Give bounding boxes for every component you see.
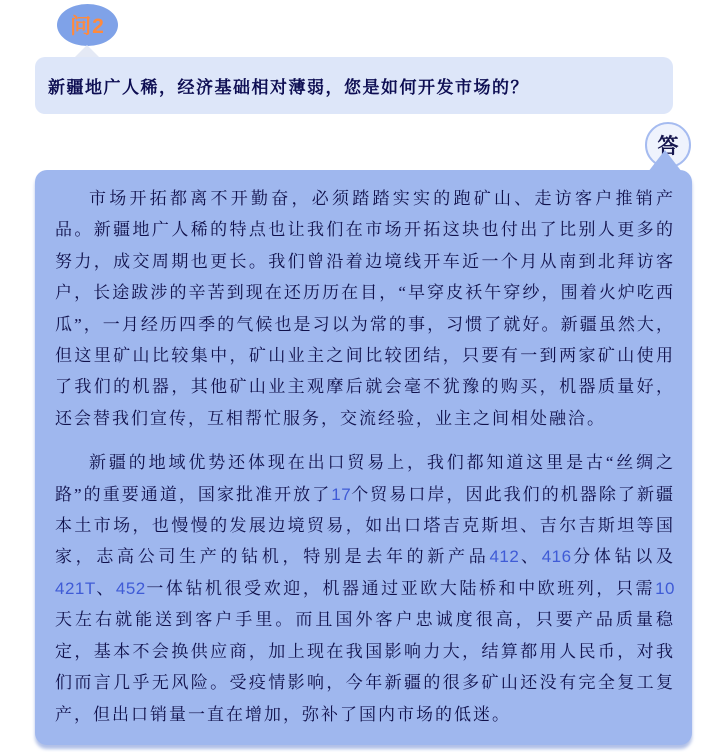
answer-paragraph [55, 183, 675, 434]
answer-text-segment: 天左右就能送到客户手里。而且国外客户忠诚度很高，只要产品质量稳定，基本不会换供应商，加上现在我国影响力大，结算都用人民币，对我们而言几乎无风险。受疫情影响，今年新疆的很多矿山还没有完全复工复产，但出口销量一直在增加，弥补了国内市场的低迷。 [55, 610, 675, 724]
product-number: 17 [331, 484, 352, 504]
answer-paragraphs [55, 183, 675, 730]
answer-text-segment: 市场开拓都离不开勤奋，必须踏踏实实的跑矿山、走访客户推销产品。新疆地广人稀的特点也让我们在市场开拓这块也付出了比别人更多的努力，成交周期也更长。我们曾沿着边境线开车近一个月从南到北拜访客户，长途跋涉的辛苦到现在还历历在目，“早穿皮袄午穿纱，围着火炉吃西瓜”，一月经历四季的气候也是习以为常的事，习惯了就好。新疆虽然大，但这里矿山比较集中，矿山业主之间比较团结，只要有一到两家矿山使用了我们的机器，其他矿山业主观摩后就会毫不犹豫的购买，机器质量好，还会替我们宣传，互相帮忙服务，交流经验，业主之间相处融洽。 [55, 189, 675, 428]
product-number: 416 [541, 547, 572, 567]
question-text: 新疆地广人稀，经济基础相对薄弱，您是如何开发市场的？ [48, 78, 529, 97]
question-number-label: 问2 [70, 15, 105, 38]
answer-bubble [35, 170, 692, 745]
answer-text-segment: 分体钻以及 [571, 547, 675, 567]
answer-text-segment: 一体钻机很受欢迎，机器通过亚欧大陆桥和中欧班列，只需 [145, 578, 656, 598]
answer-bubble-tail [648, 150, 682, 172]
answer-text-segment: 、 [95, 578, 116, 598]
product-number: 452 [115, 578, 146, 598]
answer-text-segment: 新疆的地域优势还体现在出口贸易上，我们都知道这里是古“丝绸之路”的重要通道，国家批准开放了 [55, 453, 675, 504]
product-number: 10 [655, 578, 676, 598]
answer-paragraph [55, 447, 675, 730]
product-number: 412 [489, 547, 520, 567]
answer-badge-label: 答 [657, 134, 679, 158]
answer-text-segment: 、 [519, 547, 542, 567]
answer-text-segment: 个贸易口岸，因此我们的机器除了新疆本土市场，也慢慢的发展边境贸易，如出口塔吉克斯坦、吉尔吉斯坦等国家，志高公司生产的钻机，特别是去年的新产品 [55, 484, 676, 567]
question-bubble [35, 57, 673, 114]
product-number: 421T [55, 578, 96, 598]
question-number-badge [57, 4, 118, 46]
